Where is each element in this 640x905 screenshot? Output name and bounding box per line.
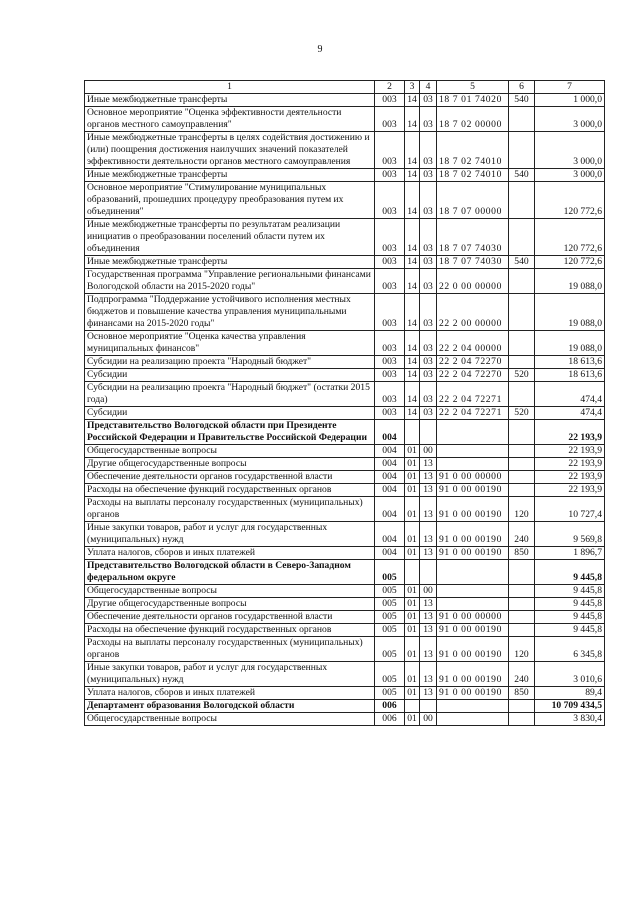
header-cell: 4 (420, 81, 437, 94)
section-code: 01 (405, 484, 420, 497)
subsection-code (420, 700, 437, 713)
ministry-code: 004 (375, 445, 405, 458)
subsection-code (420, 560, 437, 585)
target-article-code (437, 420, 509, 445)
target-article-code: 91 0 00 00190 (437, 497, 509, 522)
target-article-code: 91 0 00 00190 (437, 662, 509, 687)
ministry-code: 005 (375, 624, 405, 637)
subsection-code: 03 (420, 132, 437, 169)
row-name: Иные межбюджетные трансферты по результатам реализации инициатив о преобразовании поселений области путем их объединения (85, 219, 375, 256)
table-row (85, 497, 605, 522)
subsection-code: 03 (420, 407, 437, 420)
amount: 22 193,9 (535, 471, 605, 484)
section-code: 01 (405, 471, 420, 484)
section-code: 01 (405, 687, 420, 700)
subsection-code: 13 (420, 687, 437, 700)
expense-type-code (509, 331, 535, 356)
amount: 19 088,0 (535, 269, 605, 294)
table-row (85, 382, 605, 407)
amount: 18 613,6 (535, 356, 605, 369)
subsection-code: 13 (420, 497, 437, 522)
expense-type-code: 850 (509, 547, 535, 560)
ministry-code: 004 (375, 471, 405, 484)
ministry-code: 003 (375, 356, 405, 369)
target-article-code: 22 0 00 00000 (437, 269, 509, 294)
section-code: 14 (405, 256, 420, 269)
ministry-code: 003 (375, 256, 405, 269)
subsection-code: 13 (420, 611, 437, 624)
row-name: Общегосударственные вопросы (85, 713, 375, 726)
section-code: 01 (405, 522, 420, 547)
amount: 22 193,9 (535, 445, 605, 458)
expense-type-code: 540 (509, 256, 535, 269)
amount: 474,4 (535, 382, 605, 407)
header-cell: 5 (437, 81, 509, 94)
table-body (85, 94, 605, 726)
table-row (85, 624, 605, 637)
amount: 474,4 (535, 407, 605, 420)
target-article-code: 18 7 02 74010 (437, 169, 509, 182)
section-code: 14 (405, 356, 420, 369)
row-name: Расходы на выплаты персоналу государственных (муниципальных) органов (85, 637, 375, 662)
amount: 3 000,0 (535, 132, 605, 169)
ministry-code: 003 (375, 269, 405, 294)
section-code: 14 (405, 132, 420, 169)
section-code: 14 (405, 382, 420, 407)
section-code: 14 (405, 369, 420, 382)
expense-type-code: 850 (509, 687, 535, 700)
subsection-code: 03 (420, 169, 437, 182)
ministry-code: 004 (375, 547, 405, 560)
expense-type-code (509, 219, 535, 256)
amount: 9 445,8 (535, 560, 605, 585)
section-code (405, 700, 420, 713)
row-name: Общегосударственные вопросы (85, 585, 375, 598)
target-article-code: 91 0 00 00190 (437, 637, 509, 662)
amount: 9 569,8 (535, 522, 605, 547)
header-cell: 2 (375, 81, 405, 94)
ministry-code: 005 (375, 637, 405, 662)
row-name: Иные закупки товаров, работ и услуг для государственных (муниципальных) нужд (85, 522, 375, 547)
section-code: 14 (405, 169, 420, 182)
ministry-code: 003 (375, 107, 405, 132)
ministry-code: 004 (375, 420, 405, 445)
subsection-code: 00 (420, 585, 437, 598)
row-name: Представительство Вологодской области при Президенте Российской Федерации и Правительстве Российской Федерации (85, 420, 375, 445)
subsection-code: 03 (420, 107, 437, 132)
subsection-code: 13 (420, 547, 437, 560)
ministry-code: 003 (375, 132, 405, 169)
row-name: Субсидии на реализацию проекта "Народный бюджет" (остатки 2015 года) (85, 382, 375, 407)
target-article-code: 22 2 04 72270 (437, 356, 509, 369)
target-article-code: 18 7 07 74030 (437, 256, 509, 269)
subsection-code: 13 (420, 522, 437, 547)
table-row (85, 107, 605, 132)
target-article-code: 91 0 00 00190 (437, 522, 509, 547)
table-row (85, 369, 605, 382)
section-code: 01 (405, 585, 420, 598)
amount: 22 193,9 (535, 458, 605, 471)
row-name: Иные межбюджетные трансферты (85, 169, 375, 182)
target-article-code (437, 700, 509, 713)
subsection-code: 03 (420, 94, 437, 107)
expense-type-code (509, 560, 535, 585)
expense-type-code: 520 (509, 369, 535, 382)
row-name: Субсидии (85, 407, 375, 420)
subsection-code: 00 (420, 713, 437, 726)
amount: 19 088,0 (535, 331, 605, 356)
target-article-code (437, 598, 509, 611)
budget-table (84, 80, 605, 726)
ministry-code: 006 (375, 700, 405, 713)
row-name: Основное мероприятие "Оценка качества управления муниципальных финансов" (85, 331, 375, 356)
expense-type-code: 120 (509, 637, 535, 662)
ministry-code: 003 (375, 182, 405, 219)
table-row (85, 471, 605, 484)
row-name: Обеспечение деятельности органов государственной власти (85, 611, 375, 624)
table-row (85, 611, 605, 624)
amount: 9 445,8 (535, 598, 605, 611)
row-name: Расходы на обеспечение функций государственных органов (85, 624, 375, 637)
expense-type-code (509, 132, 535, 169)
section-code: 01 (405, 547, 420, 560)
table-row (85, 560, 605, 585)
table-row (85, 484, 605, 497)
row-name: Основное мероприятие "Стимулирование муниципальных образований, прошедших процедуру преобразования путем их объединения" (85, 182, 375, 219)
table-row (85, 182, 605, 219)
section-code: 14 (405, 219, 420, 256)
expense-type-code: 120 (509, 497, 535, 522)
row-name: Расходы на выплаты персоналу государственных (муниципальных) органов (85, 497, 375, 522)
amount: 120 772,6 (535, 256, 605, 269)
subsection-code: 13 (420, 471, 437, 484)
amount: 3 000,0 (535, 169, 605, 182)
expense-type-code (509, 420, 535, 445)
amount: 3 000,0 (535, 107, 605, 132)
target-article-code (437, 458, 509, 471)
target-article-code: 91 0 00 00000 (437, 471, 509, 484)
amount: 9 445,8 (535, 585, 605, 598)
amount: 22 193,9 (535, 420, 605, 445)
section-code: 14 (405, 331, 420, 356)
target-article-code (437, 445, 509, 458)
target-article-code: 22 2 00 00000 (437, 294, 509, 331)
section-code (405, 560, 420, 585)
table-row (85, 637, 605, 662)
target-article-code: 91 0 00 00190 (437, 547, 509, 560)
ministry-code: 003 (375, 94, 405, 107)
target-article-code: 18 7 02 74010 (437, 132, 509, 169)
section-code: 01 (405, 624, 420, 637)
subsection-code: 13 (420, 458, 437, 471)
section-code: 14 (405, 407, 420, 420)
row-name: Уплата налогов, сборов и иных платежей (85, 547, 375, 560)
row-name: Основное мероприятие "Оценка эффективности деятельности органов местного самоуправления" (85, 107, 375, 132)
table-row (85, 356, 605, 369)
expense-type-code: 240 (509, 522, 535, 547)
target-article-code: 91 0 00 00190 (437, 484, 509, 497)
section-code: 14 (405, 182, 420, 219)
target-article-code: 18 7 07 74030 (437, 219, 509, 256)
table-row (85, 169, 605, 182)
table-row (85, 331, 605, 356)
ministry-code: 003 (375, 407, 405, 420)
expense-type-code (509, 700, 535, 713)
amount: 3 830,4 (535, 713, 605, 726)
table-row (85, 219, 605, 256)
expense-type-code (509, 458, 535, 471)
expense-type-code (509, 713, 535, 726)
expense-type-code (509, 356, 535, 369)
ministry-code: 005 (375, 598, 405, 611)
subsection-code: 03 (420, 356, 437, 369)
section-code: 14 (405, 269, 420, 294)
expense-type-code (509, 182, 535, 219)
subsection-code: 00 (420, 445, 437, 458)
amount: 9 445,8 (535, 624, 605, 637)
page-number: 9 (317, 44, 323, 55)
table-row (85, 598, 605, 611)
table-row (85, 269, 605, 294)
expense-type-code (509, 598, 535, 611)
expense-type-code (509, 624, 535, 637)
ministry-code: 003 (375, 382, 405, 407)
amount: 10 709 434,5 (535, 700, 605, 713)
row-name: Иные межбюджетные трансферты в целях содействия достижению и (или) поощрения достижения наилучших значений показателей эффективности деятельности органов местного самоуправления (85, 132, 375, 169)
section-code: 01 (405, 458, 420, 471)
expense-type-code (509, 269, 535, 294)
subsection-code: 03 (420, 269, 437, 294)
target-article-code: 22 2 04 72270 (437, 369, 509, 382)
table-row (85, 445, 605, 458)
amount: 19 088,0 (535, 294, 605, 331)
section-code: 01 (405, 611, 420, 624)
expense-type-code (509, 484, 535, 497)
subsection-code (420, 420, 437, 445)
expense-type-code: 540 (509, 94, 535, 107)
target-article-code (437, 585, 509, 598)
expense-type-code (509, 471, 535, 484)
section-code: 01 (405, 637, 420, 662)
subsection-code: 13 (420, 637, 437, 662)
row-name: Обеспечение деятельности органов государственной власти (85, 471, 375, 484)
section-code: 14 (405, 94, 420, 107)
row-name: Другие общегосударственные вопросы (85, 458, 375, 471)
subsection-code: 03 (420, 369, 437, 382)
expense-type-code: 520 (509, 407, 535, 420)
row-name: Субсидии на реализацию проекта "Народный бюджет" (85, 356, 375, 369)
amount: 10 727,4 (535, 497, 605, 522)
expense-type-code (509, 585, 535, 598)
row-name: Другие общегосударственные вопросы (85, 598, 375, 611)
table-row (85, 713, 605, 726)
table-row (85, 294, 605, 331)
amount: 9 445,8 (535, 611, 605, 624)
table-row (85, 662, 605, 687)
target-article-code: 91 0 00 00000 (437, 611, 509, 624)
header-cell: 1 (85, 81, 375, 94)
expense-type-code: 540 (509, 169, 535, 182)
header-cell: 6 (509, 81, 535, 94)
subsection-code: 13 (420, 624, 437, 637)
subsection-code: 03 (420, 256, 437, 269)
table-row (85, 687, 605, 700)
ministry-code: 003 (375, 331, 405, 356)
subsection-code: 03 (420, 382, 437, 407)
section-code: 01 (405, 713, 420, 726)
table-row (85, 522, 605, 547)
table-row (85, 458, 605, 471)
section-code: 14 (405, 107, 420, 132)
subsection-code: 13 (420, 598, 437, 611)
section-code: 01 (405, 598, 420, 611)
amount: 120 772,6 (535, 182, 605, 219)
target-article-code (437, 713, 509, 726)
table-row (85, 256, 605, 269)
expense-type-code (509, 294, 535, 331)
row-name: Иные межбюджетные трансферты (85, 94, 375, 107)
subsection-code: 13 (420, 662, 437, 687)
subsection-code: 13 (420, 484, 437, 497)
amount: 3 010,6 (535, 662, 605, 687)
row-name: Иные закупки товаров, работ и услуг для государственных (муниципальных) нужд (85, 662, 375, 687)
ministry-code: 004 (375, 522, 405, 547)
ministry-code: 005 (375, 662, 405, 687)
expense-type-code: 240 (509, 662, 535, 687)
target-article-code (437, 560, 509, 585)
table-row (85, 407, 605, 420)
target-article-code: 22 2 04 72271 (437, 407, 509, 420)
target-article-code: 18 7 07 00000 (437, 182, 509, 219)
ministry-code: 005 (375, 560, 405, 585)
amount: 22 193,9 (535, 484, 605, 497)
ministry-code: 004 (375, 458, 405, 471)
amount: 1 000,0 (535, 94, 605, 107)
target-article-code: 91 0 00 00190 (437, 687, 509, 700)
ministry-code: 003 (375, 219, 405, 256)
ministry-code: 003 (375, 294, 405, 331)
table-row (85, 420, 605, 445)
header-cell: 3 (405, 81, 420, 94)
row-name: Государственная программа "Управление региональными финансами Вологодской области на 2015-2020 годы" (85, 269, 375, 294)
ministry-code: 005 (375, 585, 405, 598)
table-row (85, 547, 605, 560)
ministry-code: 005 (375, 687, 405, 700)
row-name: Департамент образования Вологодской области (85, 700, 375, 713)
row-name: Общегосударственные вопросы (85, 445, 375, 458)
expense-type-code (509, 611, 535, 624)
target-article-code: 18 7 02 00000 (437, 107, 509, 132)
row-name: Уплата налогов, сборов и иных платежей (85, 687, 375, 700)
ministry-code: 003 (375, 369, 405, 382)
ministry-code: 003 (375, 169, 405, 182)
amount: 6 345,8 (535, 637, 605, 662)
section-code: 01 (405, 662, 420, 687)
table-row (85, 94, 605, 107)
subsection-code: 03 (420, 219, 437, 256)
target-article-code: 91 0 00 00190 (437, 624, 509, 637)
row-name: Представительство Вологодской области в Северо-Западном федеральном округе (85, 560, 375, 585)
amount: 89,4 (535, 687, 605, 700)
amount: 120 772,6 (535, 219, 605, 256)
expense-type-code (509, 107, 535, 132)
ministry-code: 004 (375, 497, 405, 522)
target-article-code: 22 2 04 72271 (437, 382, 509, 407)
subsection-code: 03 (420, 331, 437, 356)
section-code (405, 420, 420, 445)
expense-type-code (509, 382, 535, 407)
table-row (85, 700, 605, 713)
row-name: Подпрограмма "Поддержание устойчивого исполнения местных бюджетов и повышение качества управления муниципальными финансами на 2015-2020 годы" (85, 294, 375, 331)
subsection-code: 03 (420, 294, 437, 331)
expense-type-code (509, 445, 535, 458)
ministry-code: 005 (375, 611, 405, 624)
ministry-code: 004 (375, 484, 405, 497)
ministry-code: 006 (375, 713, 405, 726)
target-article-code: 18 7 01 74020 (437, 94, 509, 107)
subsection-code: 03 (420, 182, 437, 219)
table-row (85, 585, 605, 598)
target-article-code: 22 2 04 00000 (437, 331, 509, 356)
row-name: Расходы на обеспечение функций государственных органов (85, 484, 375, 497)
amount: 1 896,7 (535, 547, 605, 560)
section-code: 01 (405, 497, 420, 522)
section-code: 14 (405, 294, 420, 331)
row-name: Иные межбюджетные трансферты (85, 256, 375, 269)
table-row (85, 132, 605, 169)
header-cell: 7 (535, 81, 605, 94)
row-name: Субсидии (85, 369, 375, 382)
table-header-row (85, 81, 605, 94)
amount: 18 613,6 (535, 369, 605, 382)
section-code: 01 (405, 445, 420, 458)
